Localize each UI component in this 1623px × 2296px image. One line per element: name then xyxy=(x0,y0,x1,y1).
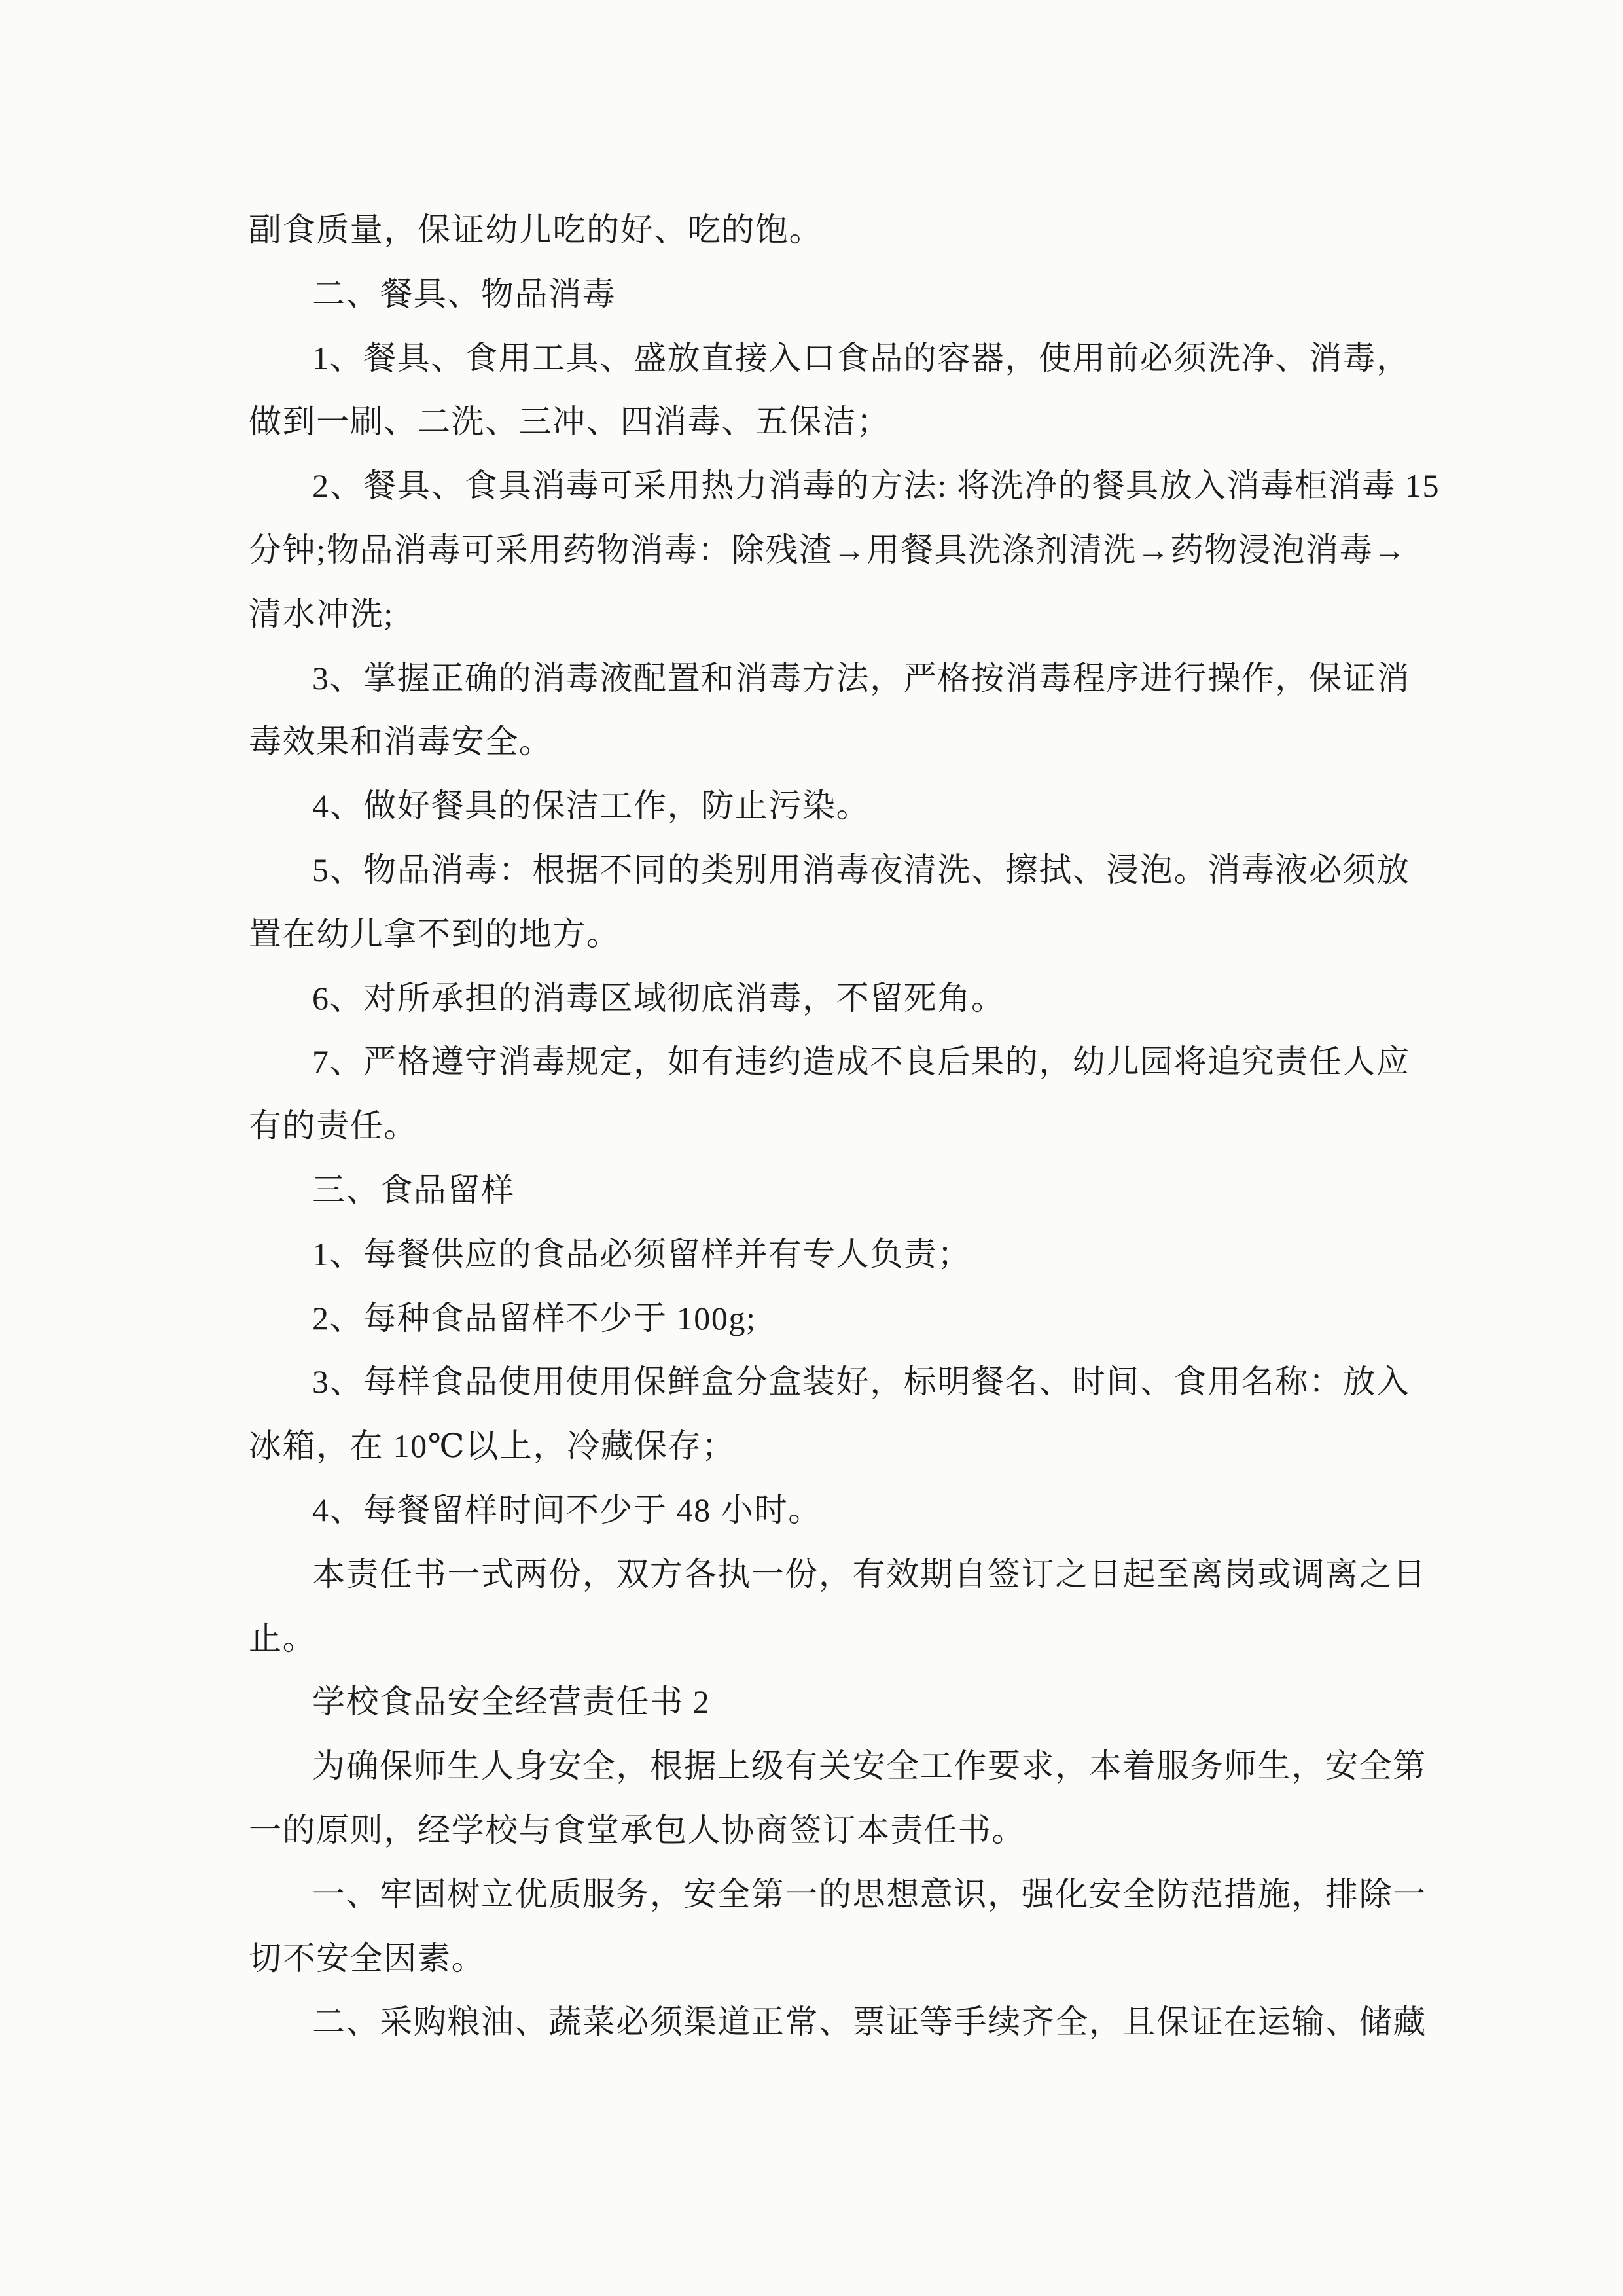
text-line: 5、物品消毒：根据不同的类别用消毒夜清洗、擦拭、浸泡。消毒液必须放 xyxy=(312,851,1410,888)
text-line: 3、每样食品使用使用保鲜盒分盒装好，标明餐名、时间、食用名称：放入 xyxy=(312,1363,1410,1401)
text-line: 3、掌握正确的消毒液配置和消毒方法，严格按消毒程序进行操作，保证消 xyxy=(312,659,1410,696)
text-line: 分钟;物品消毒可采用药物消毒：除残渣→用餐具洗涤剂清洗→药物浸泡消毒→ xyxy=(249,531,1407,568)
text-line: 毒效果和消毒安全。 xyxy=(249,723,553,761)
text-line: 置在幼儿拿不到的地方。 xyxy=(249,915,620,952)
text-line: 1、每餐供应的食品必须留样并有专人负责； xyxy=(312,1235,971,1272)
text-line: 2、每种食品留样不少于 100g; xyxy=(312,1299,757,1336)
text-line: 7、严格遵守消毒规定，如有违约造成不良后果的，幼儿园将追究责任人应 xyxy=(312,1043,1410,1081)
text-line: 4、每餐留样时间不少于 48 小时。 xyxy=(312,1491,822,1528)
text-line: 有的责任。 xyxy=(249,1107,418,1145)
text-line: 做到一刷、二洗、三冲、四消毒、五保洁； xyxy=(249,403,891,440)
document-body xyxy=(0,198,1623,2054)
text-line: 二、餐具、物品消毒 xyxy=(312,275,616,312)
text-line: 切不安全因素。 xyxy=(249,1939,486,1977)
text-line: 1、餐具、食用工具、盛放直接入口食品的容器，使用前必须洗净、消毒， xyxy=(312,339,1410,376)
text-line: 本责任书一式两份，双方各执一份，有效期自签订之日起至离岗或调离之日 xyxy=(312,1555,1427,1592)
text-line: 为确保师生人身安全，根据上级有关安全工作要求，本着服务师生，安全第 xyxy=(312,1748,1427,1785)
text-line: 4、做好餐具的保洁工作，防止污染。 xyxy=(312,787,870,825)
text-line: 2、餐具、食具消毒可采用热力消毒的方法: 将洗净的餐具放入消毒柜消毒 15 xyxy=(312,467,1440,505)
text-line: 冰箱，在 10℃以上，冷藏保存； xyxy=(249,1427,736,1465)
text-line: 三、食品留样 xyxy=(312,1171,515,1208)
text-line: 止。 xyxy=(249,1619,317,1657)
text-line: 6、对所承担的消毒区域彻底消毒，不留死角。 xyxy=(312,979,1005,1016)
text-line: 副食质量，保证幼儿吃的好、吃的饱。 xyxy=(249,211,823,248)
text-line: 清水冲洗; xyxy=(249,595,394,632)
text-line: 二、采购粮油、蔬菜必须渠道正常、票证等手续齐全，且保证在运输、储藏 xyxy=(312,2003,1427,2041)
text-line: 一、牢固树立优质服务，安全第一的思想意识，强化安全防范措施，排除一 xyxy=(312,1875,1427,1912)
text-line: 学校食品安全经营责任书 2 xyxy=(312,1683,711,1721)
text-line: 一的原则，经学校与食堂承包人协商签订本责任书。 xyxy=(249,1811,1026,1848)
